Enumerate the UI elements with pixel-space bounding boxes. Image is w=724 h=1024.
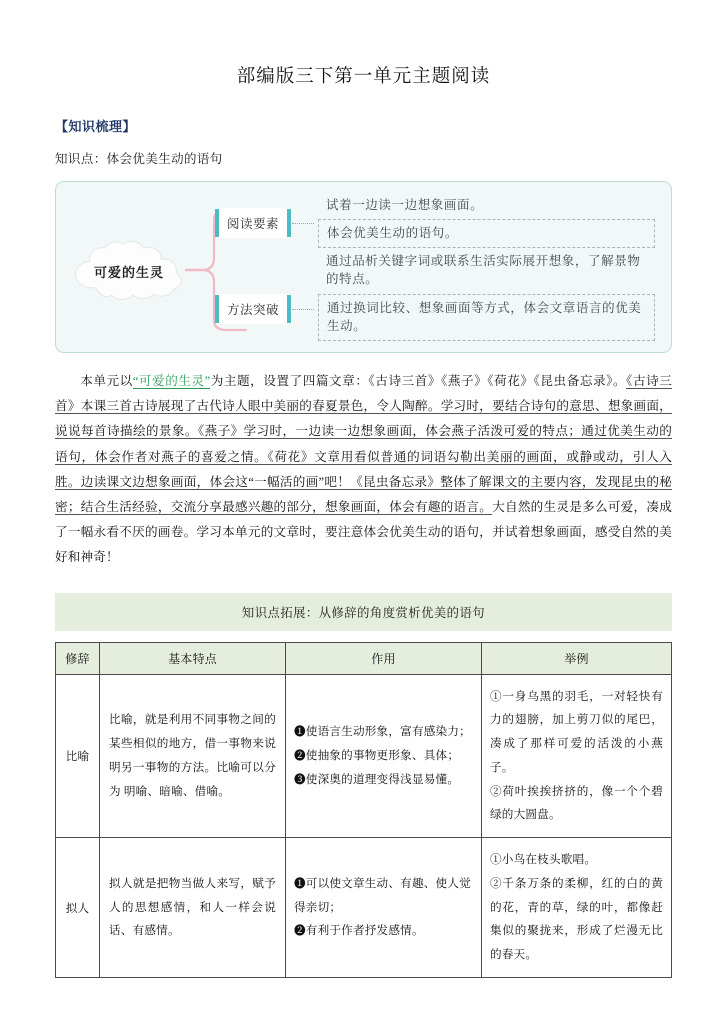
cell-rhetoric-name: 比喻 [56, 674, 100, 838]
section-heading: 【知识梳理】 [55, 119, 137, 134]
cell-rhetoric-name: 拟人 [56, 838, 100, 978]
theme-highlight: “可爱的生灵” [132, 374, 211, 388]
cell-feature: 拟人就是把物当做人来写，赋予人的思想感情，和人一样会说话、有感情。 [100, 838, 286, 978]
mindmap-item: 试着一边读一边想象画面。 [326, 198, 484, 212]
body-paragraph [55, 369, 672, 571]
para-after-highlight: 为主题，设置了四篇文章：《古诗三首》《燕子》《荷花》《昆虫备忘录》。 [210, 374, 627, 388]
example-line: ②千条万条的柔柳，红的白的黄的花，青的草，绿的叶，都像赶集似的聚拢来，形成了烂漫无比的春天。 [490, 876, 663, 962]
dotted-connector-icon [292, 223, 314, 226]
cell-example [482, 838, 672, 978]
mindmap-branch-method-breakthrough [216, 294, 290, 324]
effect-line: ❶使语言生动形象，富有感染力； [294, 725, 471, 739]
knowledge-point-label: 知识点：体会优美生动的语句 [55, 152, 223, 166]
page-title: 部编版三下第一单元主题阅读 [236, 67, 491, 87]
mindmap-items [318, 192, 655, 344]
mindmap-item: 体会优美生动的语句。 [318, 219, 655, 248]
rhetoric-table [55, 642, 672, 978]
effect-line: ❸使深奥的道理变得浅显易懂。 [294, 772, 460, 786]
mindmap-item: 通过换词比较、想象画面等方式，体会文章语言的优美生动。 [318, 294, 655, 341]
column-header-feature: 基本特点 [100, 642, 286, 674]
cell-effect [286, 838, 482, 978]
mindmap-root-label: 可爱的生灵 [93, 264, 164, 280]
example-line: ①一身乌黑的羽毛，一对轻快有力的翅膀，加上剪刀似的尾巴，凑成了那样可爱的活泼的小燕子。 [490, 689, 663, 774]
branch-label: 阅读要素 [226, 217, 279, 231]
example-line: ②荷叶挨挨挤挤的，像一个个碧绿的大圆盘。 [490, 784, 663, 822]
mindmap-panel [55, 181, 672, 353]
table-row [56, 674, 672, 838]
para-tail: 大自然的生灵是多么可爱，凑成了一幅永看不厌的画卷。学习本单元的文章时，要注意体会优美生动的语句，并试着想象画面，感受自然的美好和神奇！ [55, 499, 672, 565]
table-header-row [56, 642, 672, 674]
cell-example [482, 674, 672, 838]
column-header-effect: 作用 [286, 642, 482, 674]
branch-label: 方法突破 [226, 303, 279, 317]
mindmap-branch-reading-elements [216, 208, 290, 238]
para-lead: 本单元以 [80, 374, 133, 388]
mindmap-item: 通过品析关键字词或联系生活实际展开想象，了解景物的特点。 [326, 254, 641, 287]
effect-line: ❷使抽象的事物更形象、具体； [294, 748, 460, 762]
example-line: ①小鸟在枝头歌唱。 [490, 853, 597, 867]
cell-effect [286, 674, 482, 838]
effect-line: ❶可以使文章生动、有趣、使人觉得亲切； [294, 876, 471, 914]
cell-feature: 比喻，就是利用不同事物之间的某些相似的地方，借一事物来说明另一事物的方法。比喻可以分为 明喻、暗喻、借喻。 [100, 674, 286, 838]
knowledge-extension-banner: 知识点拓展：从修辞的角度赏析优美的语句 [55, 593, 672, 631]
table-row [56, 838, 672, 978]
para-underlined-section: 《古诗三首》本课三首古诗展现了古代诗人眼中美丽的春夏景色，令人陶醉。学习时，要结合诗句的意思、想象画面，说说每首诗描绘的景象。《燕子》学习时，一边读一边想象画面，体会燕子活泼可爱的特点；通过优美生动的语句，体会作者对燕子的喜爱之情。《荷花》文章用看似普通的词语勾勒出美丽的画面，或静或动，引人入胜。边读课文边想象画面，体会这“一幅活的画”吧！《昆虫备忘录》整体了解课文的主要内容，发现昆虫的秘密；结合生活经验，交流分享最感兴趣的部分，想象画面，体会有趣的语言。 [55, 374, 672, 514]
column-header-rhetoric: 修辞 [56, 642, 100, 674]
effect-line: ❷有利于作者抒发感情。 [294, 924, 424, 938]
dotted-connector-icon [292, 309, 314, 312]
column-header-example: 举例 [482, 642, 672, 674]
